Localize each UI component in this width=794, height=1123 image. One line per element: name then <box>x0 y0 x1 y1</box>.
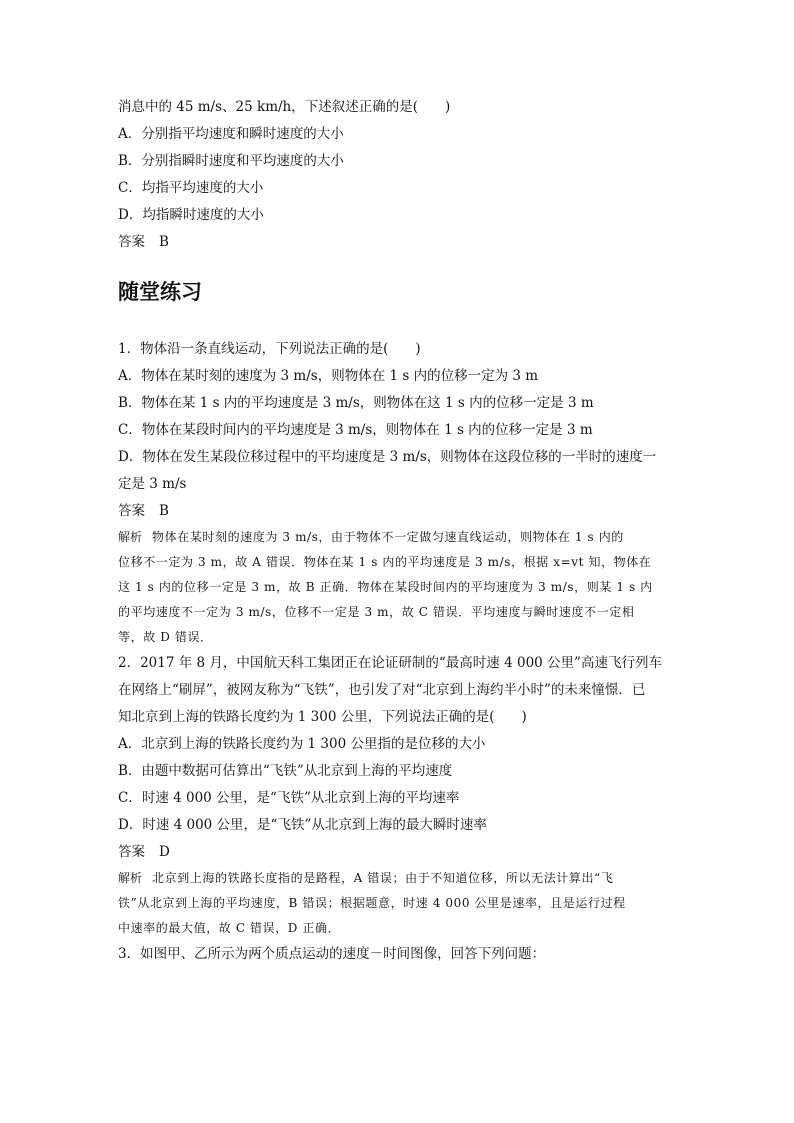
q1-option-d: D．物体在发生某段位移过程中的平均速度是 3 m/s，则物体在这段位移的一半时的速度一 <box>118 449 657 465</box>
q2-answer-value: D <box>159 844 170 860</box>
q2-stem-line: 2．2017 年 8 月，中国航天科工集团正在论证研制的“最高时速 4 000 公里”高速飞行列车 <box>118 655 662 671</box>
q2-answer-label: 答案 <box>118 844 145 860</box>
q1-explanation-line <box>118 525 678 550</box>
q1-answer-value: B <box>159 503 169 519</box>
q2-explanation-text: 北京到上海的铁路长度指的是路程，A 错误；由于不知道位移，所以无法计算出“飞 <box>152 871 614 885</box>
q1-stem: 1．物体沿一条直线运动，下列说法正确的是( ) <box>118 341 421 357</box>
answer-line <box>118 229 678 256</box>
q2-stem-line: 在网络上“刷屏”，被网友称为“飞铁”，也引发了对“北京到上海约半小时”的未来憧憬．已 <box>118 682 646 698</box>
q1-option-c: C．物体在某段时间内的平均速度是 3 m/s，则物体在 1 s 内的位移一定是 3 m <box>118 422 593 438</box>
option-a: A．分别指平均速度和瞬时速度的大小 <box>118 126 344 142</box>
q1-explanation-line: 的平均速度不一定为 3 m/s，位移不一定是 3 m，故 C 错误．平均速度与瞬时速度不一定相 <box>118 605 635 619</box>
q2-explanation-line: 铁”从北京到上海的平均速度，B 错误；根据题意，时速 4 000 公里是速率，且是运行过程 <box>118 896 626 910</box>
q1-explanation-line: 等，故 D 错误． <box>118 630 213 644</box>
q2-stem-line: 知北京到上海的铁路长度约为 1 300 公里，下列说法正确的是( ) <box>118 709 527 725</box>
q2-option-b: B．由题中数据可估算出“飞铁”从北京到上海的平均速度 <box>118 763 453 779</box>
q2-option-d: D．时速 4 000 公里，是“飞铁”从北京到上海的最大瞬时速率 <box>118 817 487 833</box>
q1-answer-label: 答案 <box>118 503 145 519</box>
q1-explanation-text: 物体在某时刻的速度为 3 m/s，由于物体不一定做匀速直线运动，则物体在 1 s 内的 <box>152 530 624 544</box>
q1-option-d-continued: 定是 3 m/s <box>118 476 187 492</box>
section-title: 随堂练习 <box>118 280 202 304</box>
option-c: C．均指平均速度的大小 <box>118 180 264 196</box>
q1-option-a: A．物体在某时刻的速度为 3 m/s，则物体在 1 s 内的位移一定为 3 m <box>118 368 539 384</box>
q1-explanation-line: 位移不一定为 3 m，故 A 错误．物体在某 1 s 内的平均速度是 3 m/s，根据 x=vt 知，物体在 <box>118 555 652 569</box>
q2-option-a: A．北京到上海的铁路长度约为 1 300 公里指的是位移的大小 <box>118 736 486 752</box>
answer-value: B <box>159 234 169 250</box>
q1-explanation-line: 这 1 s 内的位移一定是 3 m，故 B 正确．物体在某段时间内的平均速度为 3 m/s，则某 1 s 内 <box>118 580 653 594</box>
q2-explanation-label: 解析 <box>118 871 143 885</box>
q2-explanation-line: 中速率的最大值，故 C 错误，D 正确． <box>118 921 341 935</box>
page-content <box>118 94 678 968</box>
option-d: D．均指瞬时速度的大小 <box>118 207 264 223</box>
q1-explanation-label: 解析 <box>118 530 143 544</box>
q2-option-c: C．时速 4 000 公里，是“飞铁”从北京到上海的平均速率 <box>118 790 460 806</box>
question-stem-continued: 消息中的 45 m/s、25 km/h，下述叙述正确的是( ) <box>118 99 451 115</box>
option-b: B．分别指瞬时速度和平均速度的大小 <box>118 153 344 169</box>
q1-answer-line <box>118 498 678 525</box>
answer-label: 答案 <box>118 234 145 250</box>
q2-explanation-line <box>118 866 678 891</box>
q2-answer-line <box>118 839 678 866</box>
q1-option-b: B．物体在某 1 s 内的平均速度是 3 m/s，则物体在这 1 s 内的位移一定是 3 m <box>118 395 594 411</box>
q3-stem: 3．如图甲、乙所示为两个质点运动的速度－时间图像，回答下列问题： <box>118 946 546 962</box>
